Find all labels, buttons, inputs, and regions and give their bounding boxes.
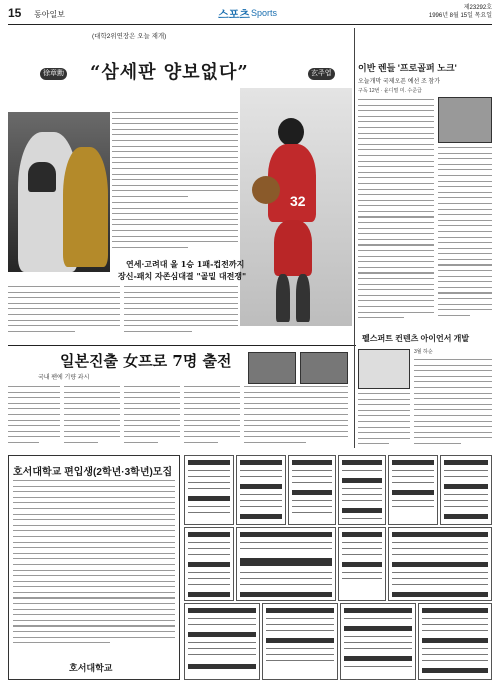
sidebar-promo-body-1 <box>414 359 492 451</box>
sidebar-body-text-1 <box>358 99 434 329</box>
player-portrait-1 <box>248 352 296 384</box>
classified-ad-1 <box>184 455 234 525</box>
sidebar-headline: 이반 렌들 '프로골퍼 노크' <box>358 63 457 73</box>
lead-kicker: (대학2위연장은 오늘 재개) <box>92 33 167 40</box>
left-player-name: 徐章勳 <box>40 68 67 80</box>
issue-date: 1996년 8월 15일 목요일 <box>428 13 492 19</box>
classified-ad-4 <box>338 455 386 525</box>
classified-ad-7 <box>184 527 234 601</box>
page-header <box>8 6 492 22</box>
classified-ad-9 <box>338 527 386 601</box>
lead-sub-headline-1: 연세·고려대 올 1승 1패-컵전까지 <box>126 259 245 269</box>
classified-ad-3 <box>288 455 336 525</box>
lead-headline: “삼세판 양보없다” <box>90 62 249 83</box>
sidebar-promo-photo <box>358 349 410 389</box>
classified-ad-6 <box>440 455 492 525</box>
header-rule <box>8 24 492 25</box>
sidebar-promo-body-2 <box>358 393 410 451</box>
lead-sub-headline-2: 장신-패치 자존심대결 "골밑 대전쟁" <box>118 271 247 281</box>
sidebar-body-text-2 <box>438 147 492 329</box>
second-kicker: 국내 팬에 기량 과시 <box>38 375 90 381</box>
sidebar-note: 구독 12번 · 윤디멀 미. 수준급 <box>358 88 422 94</box>
second-body-text-4 <box>184 386 240 448</box>
lead-body-text-1 <box>112 112 238 200</box>
university-ad-footer: 호서대학교 <box>69 663 113 673</box>
classified-ads-grid <box>184 455 492 680</box>
sidebar-subheadline: 오늘개막 국제오픈 예선 조 참가 <box>358 79 441 85</box>
classified-ad-10 <box>388 527 492 601</box>
advertisement-area <box>8 455 492 680</box>
sidebar-photo <box>438 97 492 143</box>
university-ad <box>8 455 180 680</box>
classified-ad-8 <box>236 527 336 601</box>
classified-ad-2 <box>236 455 286 525</box>
lead-body-text-3 <box>8 286 120 340</box>
second-body-text-3 <box>124 386 180 448</box>
classified-ad-13 <box>340 603 416 680</box>
issue-number: 제23292호 <box>463 5 492 11</box>
classified-ad-14 <box>418 603 492 680</box>
second-body-text-5 <box>244 386 348 448</box>
sidebar-promo-note: 3월 하순 <box>414 349 433 355</box>
classified-ad-12 <box>262 603 338 680</box>
section-title-korean: 스포츠 <box>218 9 250 21</box>
lead-body-text-2 <box>112 202 238 254</box>
column-divider <box>354 28 355 448</box>
university-ad-table <box>13 480 175 650</box>
newspaper-name: 동아일보 <box>34 10 65 19</box>
university-ad-title: 호서대학교 편입생(2학년·3학년)모집 <box>13 467 173 478</box>
section-divider <box>8 345 356 346</box>
left-player-photo <box>8 112 110 272</box>
page-number: 15 <box>8 6 22 20</box>
player-portrait-2 <box>300 352 348 384</box>
second-body-text-1 <box>8 386 60 448</box>
classified-ad-5 <box>388 455 438 525</box>
issue-info <box>429 4 492 20</box>
section-title-english: Sports <box>251 8 278 18</box>
classified-ad-11 <box>184 603 260 680</box>
sidebar-promo-headline: 펠스퍼트 컨텐츠 아이언서 개발 <box>362 334 470 343</box>
second-headline: 일본진출 女프로 7명 출전 <box>60 352 232 370</box>
right-player-name: 玄주엽 <box>308 68 335 80</box>
right-player-photo: 32 <box>240 88 352 326</box>
lead-body-text-4 <box>124 286 238 340</box>
second-body-text-2 <box>64 386 120 448</box>
